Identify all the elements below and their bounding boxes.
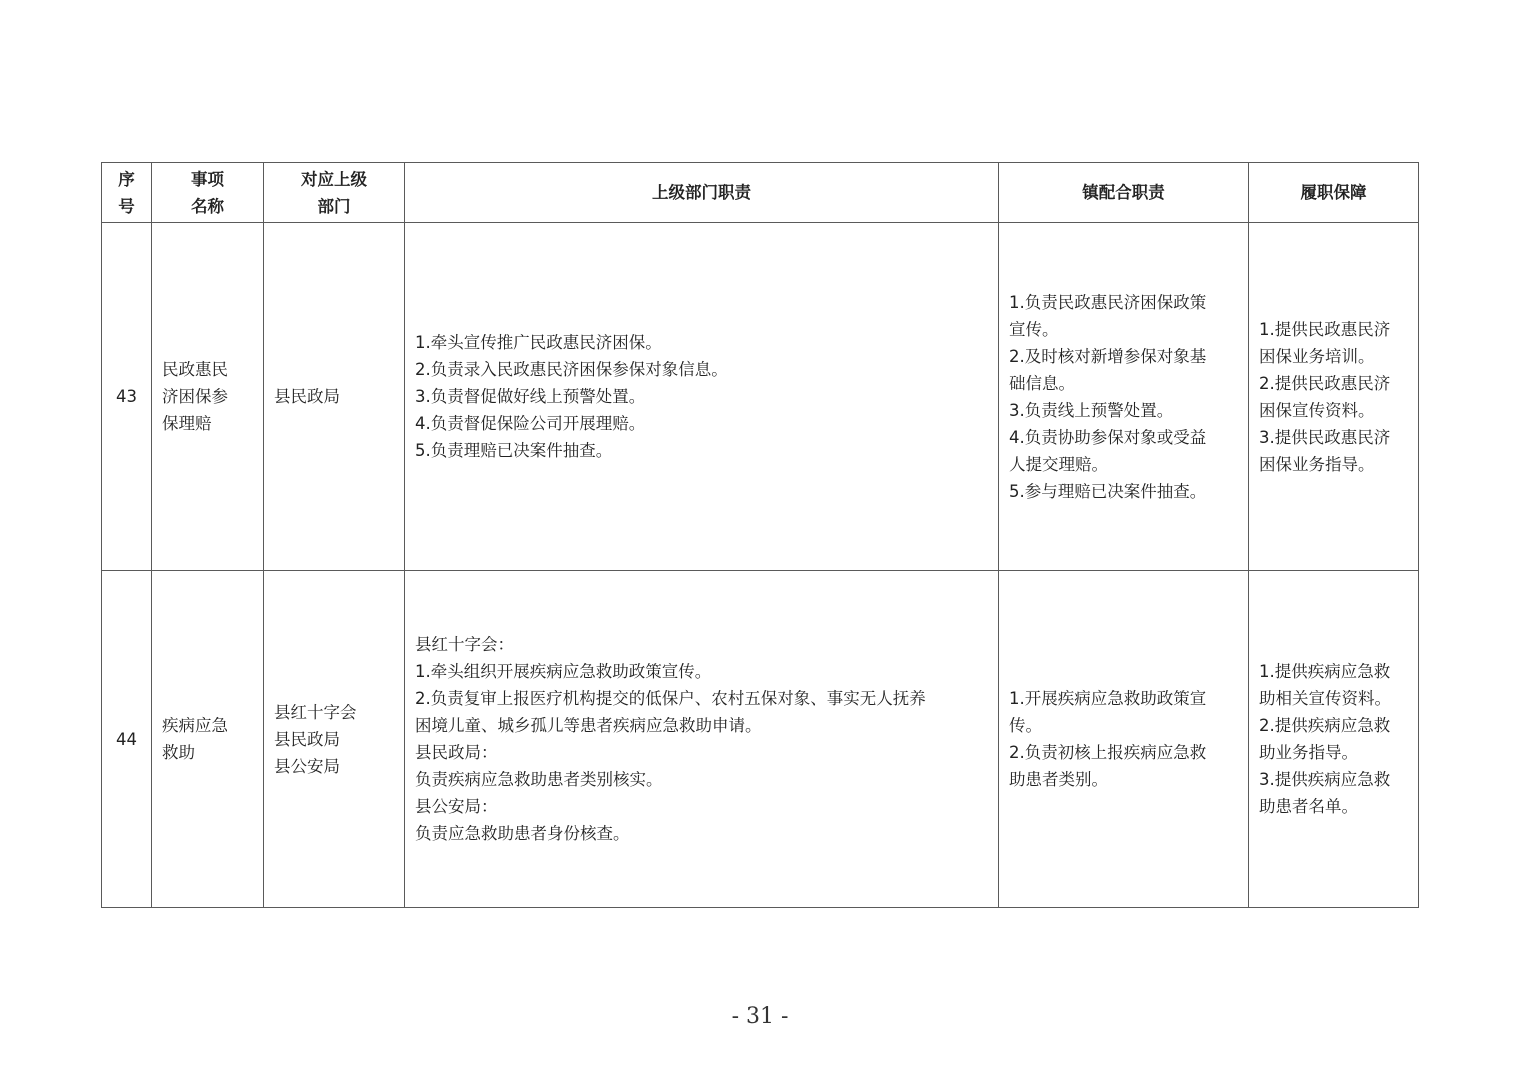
row-seq: 43	[102, 223, 152, 571]
row-item-name: 民政惠民 济困保参 保理赔	[152, 223, 264, 571]
header-upper-duty: 上级部门职责	[405, 163, 999, 223]
row-town-duty: 1.负责民政惠民济困保政策 宣传。 2.及时核对新增参保对象基 础信息。 3.负责线上预警处置。 4.负责协助参保对象或受益 人提交理赔。 5.参与理赔已决案件抽查。	[999, 223, 1249, 571]
table-header-row	[102, 163, 1419, 223]
header-town-duty: 镇配合职责	[999, 163, 1249, 223]
row-seq: 44	[102, 571, 152, 908]
duty-table	[101, 162, 1419, 908]
row-upper-duty: 县红十字会： 1.牵头组织开展疾病应急救助政策宣传。 2.负责复审上报医疗机构提交的低保户、农村五保对象、事实无人抚养 困境儿童、城乡孤儿等患者疾病应急救助申请。 县民政局： 负责疾病应急救助患者类别核实。 县公安局： 负责应急救助患者身份核查。	[405, 571, 999, 908]
table-row	[102, 223, 1419, 571]
header-guarantee: 履职保障	[1249, 163, 1419, 223]
header-upper-dept: 对应上级 部门	[264, 163, 405, 223]
row-town-duty: 1.开展疾病应急救助政策宣 传。 2.负责初核上报疾病应急救 助患者类别。	[999, 571, 1249, 908]
row-guarantee: 1.提供民政惠民济 困保业务培训。 2.提供民政惠民济 困保宣传资料。 3.提供民政惠民济 困保业务指导。	[1249, 223, 1419, 571]
row-item-name: 疾病应急 救助	[152, 571, 264, 908]
header-item-name: 事项 名称	[152, 163, 264, 223]
row-upper-duty: 1.牵头宣传推广民政惠民济困保。 2.负责录入民政惠民济困保参保对象信息。 3.负责督促做好线上预警处置。 4.负责督促保险公司开展理赔。 5.负责理赔已决案件抽查。	[405, 223, 999, 571]
row-guarantee: 1.提供疾病应急救 助相关宣传资料。 2.提供疾病应急救 助业务指导。 3.提供疾病应急救 助患者名单。	[1249, 571, 1419, 908]
header-seq: 序 号	[102, 163, 152, 223]
row-dept: 县民政局	[264, 223, 405, 571]
row-dept: 县红十字会 县民政局 县公安局	[264, 571, 405, 908]
table-row	[102, 571, 1419, 908]
page-number: - 31 -	[731, 1004, 789, 1029]
